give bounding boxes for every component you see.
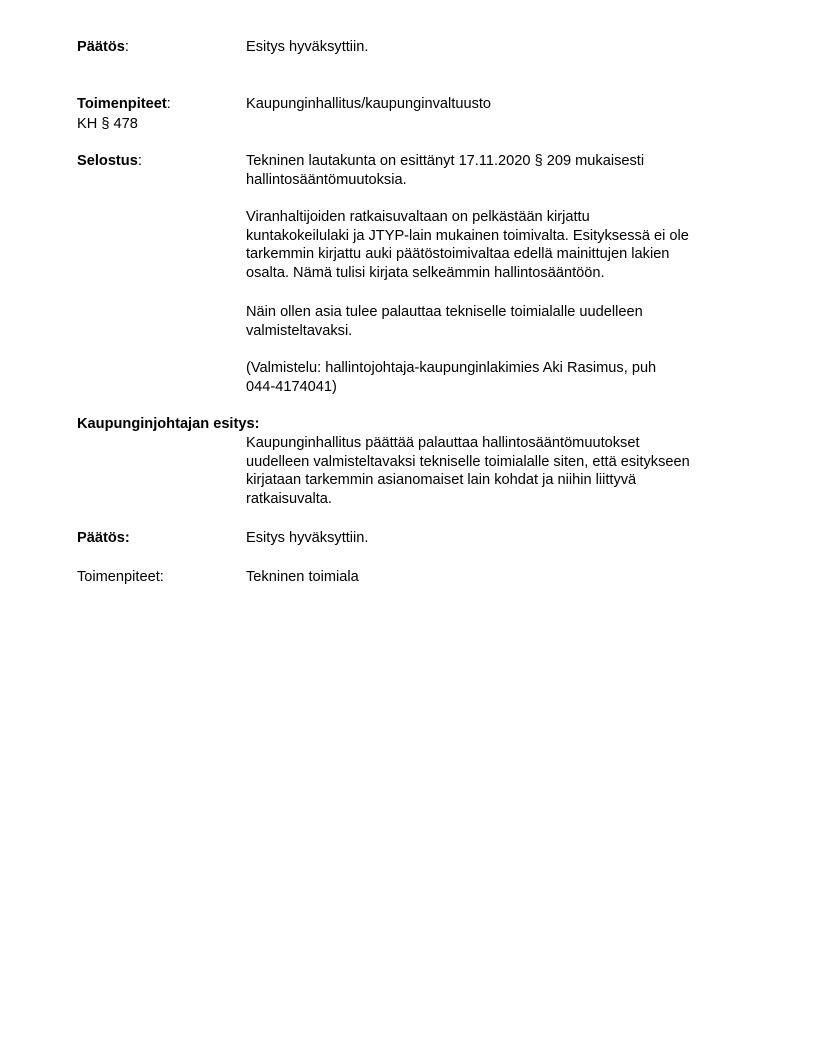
description-paragraph-4: [246, 359, 746, 396]
description-line: 044-4174041): [246, 378, 337, 395]
decision-2-label-text: Päätös:: [77, 530, 130, 546]
description-line: tarkemmin kirjattu auki päätöstoimivaltaa edellä mainittujen lakien: [246, 246, 670, 262]
actions-2-label: Toimenpiteet:: [77, 569, 164, 585]
proposal-line: ratkaisuvalta.: [246, 490, 332, 507]
actions-value: Kaupunginhallitus/kaupunginvaltuusto: [246, 96, 492, 112]
description-label: [77, 152, 142, 171]
description-paragraph-3: [246, 303, 746, 340]
actions-reference: KH § 478: [77, 116, 138, 132]
decision-value: Esitys hyväksyttiin.: [246, 39, 369, 55]
decision-label: [77, 38, 129, 57]
decision-label-text: Päätös: [77, 39, 125, 55]
proposal-line: Kaupunginhallitus päättää palauttaa hallintosääntömuutokset: [246, 435, 640, 451]
proposal-line: kirjataan tarkemmin asianomaiset lain kohdat ja niihin liittyvä: [246, 472, 637, 488]
proposal-label-text: Kaupunginjohtajan esitys:: [77, 416, 260, 432]
decision-2-value: Esitys hyväksyttiin.: [246, 530, 369, 546]
decision-2-label: [77, 529, 130, 548]
description-line: Näin ollen asia tulee palauttaa tekniselle toimialalle uudelleen: [246, 304, 643, 320]
proposal-label: [77, 415, 259, 434]
description-line: valmisteltavaksi.: [246, 322, 353, 339]
proposal-line: uudelleen valmisteltavaksi tekniselle toimialalle siten, että esitykseen: [246, 453, 690, 470]
actions-label-colon: :: [166, 96, 171, 112]
description-line: kuntakokeilulaki ja JTYP-lain mukainen toimivalta. Esityksessä ei ole: [246, 227, 689, 244]
actions-2-value: Tekninen toimiala: [246, 569, 359, 585]
description-line: Viranhaltijoiden ratkaisuvaltaan on pelkästään kirjattu: [246, 209, 590, 225]
description-label-colon: :: [137, 153, 142, 169]
description-paragraph-1: [246, 152, 746, 189]
description-paragraph-2: [246, 208, 746, 282]
actions-label-text: Toimenpiteet: [77, 96, 167, 112]
actions-label: [77, 95, 171, 114]
proposal-text: [246, 434, 746, 508]
description-line: osalta. Nämä tulisi kirjata selkeämmin hallintosääntöön.: [246, 264, 605, 281]
description-label-text: Selostus: [77, 153, 138, 169]
description-line: Tekninen lautakunta on esittänyt 17.11.2020 § 209 mukaisesti: [246, 153, 645, 169]
description-line: hallintosääntömuutoksia.: [246, 171, 407, 188]
decision-label-colon: :: [124, 39, 129, 55]
description-line: (Valmistelu: hallintojohtaja-kaupunginlakimies Aki Rasimus, puh: [246, 360, 657, 376]
